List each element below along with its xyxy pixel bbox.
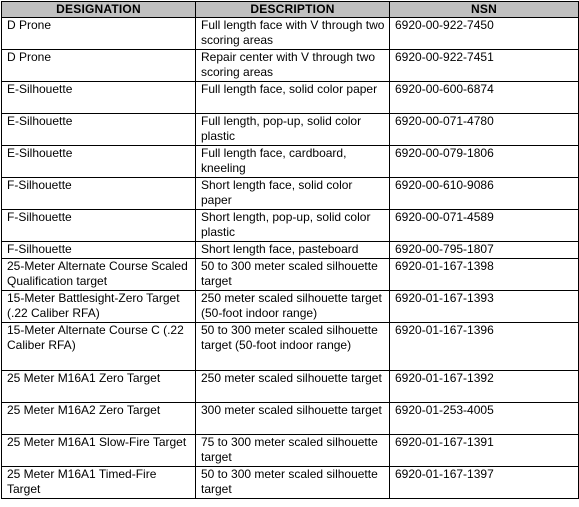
designation-cell: 25 Meter M16A2 Zero Target bbox=[2, 403, 196, 435]
description-cell: 75 to 300 meter scaled silhouette target bbox=[196, 435, 390, 467]
nsn-cell: 6920-00-610-9086 bbox=[390, 178, 579, 210]
targets-nsn-table bbox=[1, 1, 579, 499]
designation-cell: E-Silhouette bbox=[2, 82, 196, 114]
description-cell: Short length face, solid color paper bbox=[196, 178, 390, 210]
designation-cell: F-Silhouette bbox=[2, 178, 196, 210]
description-cell: 50 to 300 meter scaled silhouette target bbox=[196, 467, 390, 499]
designation-cell: D Prone bbox=[2, 50, 196, 82]
table-row bbox=[2, 435, 579, 467]
table-row bbox=[2, 259, 579, 291]
table-row bbox=[2, 403, 579, 435]
designation-cell: D Prone bbox=[2, 18, 196, 50]
table-row bbox=[2, 371, 579, 403]
designation-cell: 25 Meter M16A1 Timed-Fire Target bbox=[2, 467, 196, 499]
description-cell: 50 to 300 meter scaled silhouette target (50-foot indoor range) bbox=[196, 323, 390, 371]
nsn-cell: 6920-01-167-1397 bbox=[390, 467, 579, 499]
table-header-row bbox=[2, 2, 579, 18]
nsn-cell: 6920-01-167-1391 bbox=[390, 435, 579, 467]
table-row bbox=[2, 291, 579, 323]
table-row bbox=[2, 82, 579, 114]
designation-cell: 25 Meter M16A1 Slow-Fire Target bbox=[2, 435, 196, 467]
designation-cell: E-Silhouette bbox=[2, 114, 196, 146]
description-cell: Repair center with V through two scoring areas bbox=[196, 50, 390, 82]
designation-cell: F-Silhouette bbox=[2, 210, 196, 242]
designation-header: DESIGNATION bbox=[2, 2, 196, 18]
description-cell: Full length face, solid color paper bbox=[196, 82, 390, 114]
designation-cell: 15-Meter Battlesight-Zero Target (.22 Caliber RFA) bbox=[2, 291, 196, 323]
nsn-cell: 6920-00-071-4589 bbox=[390, 210, 579, 242]
table-row bbox=[2, 467, 579, 499]
table-row bbox=[2, 50, 579, 82]
description-cell: 250 meter scaled silhouette target bbox=[196, 371, 390, 403]
nsn-cell: 6920-01-253-4005 bbox=[390, 403, 579, 435]
description-header: DESCRIPTION bbox=[196, 2, 390, 18]
designation-cell: 15-Meter Alternate Course C (.22 Caliber RFA) bbox=[2, 323, 196, 371]
designation-cell: E-Silhouette bbox=[2, 146, 196, 178]
nsn-header: NSN bbox=[390, 2, 579, 18]
nsn-cell: 6920-01-167-1398 bbox=[390, 259, 579, 291]
nsn-cell: 6920-00-922-7451 bbox=[390, 50, 579, 82]
table-row bbox=[2, 323, 579, 371]
nsn-cell: 6920-00-600-6874 bbox=[390, 82, 579, 114]
nsn-cell: 6920-00-071-4780 bbox=[390, 114, 579, 146]
description-cell: Short length face, pasteboard bbox=[196, 242, 390, 259]
table-row bbox=[2, 18, 579, 50]
nsn-cell: 6920-01-167-1396 bbox=[390, 323, 579, 371]
table-body bbox=[2, 18, 579, 499]
table-row bbox=[2, 242, 579, 259]
nsn-cell: 6920-00-795-1807 bbox=[390, 242, 579, 259]
table-row bbox=[2, 146, 579, 178]
description-cell: Full length face with V through two scoring areas bbox=[196, 18, 390, 50]
description-cell: Full length face, cardboard, kneeling bbox=[196, 146, 390, 178]
designation-cell: F-Silhouette bbox=[2, 242, 196, 259]
nsn-cell: 6920-00-079-1806 bbox=[390, 146, 579, 178]
nsn-cell: 6920-01-167-1392 bbox=[390, 371, 579, 403]
description-cell: 300 meter scaled silhouette target bbox=[196, 403, 390, 435]
nsn-cell: 6920-00-922-7450 bbox=[390, 18, 579, 50]
nsn-cell: 6920-01-167-1393 bbox=[390, 291, 579, 323]
description-cell: Short length, pop-up, solid color plastic bbox=[196, 210, 390, 242]
designation-cell: 25 Meter M16A1 Zero Target bbox=[2, 371, 196, 403]
description-cell: Full length, pop-up, solid color plastic bbox=[196, 114, 390, 146]
table-row bbox=[2, 178, 579, 210]
description-cell: 50 to 300 meter scaled silhouette target bbox=[196, 259, 390, 291]
designation-cell: 25-Meter Alternate Course Scaled Qualification target bbox=[2, 259, 196, 291]
table-row bbox=[2, 114, 579, 146]
table-row bbox=[2, 210, 579, 242]
description-cell: 250 meter scaled silhouette target (50-foot indoor range) bbox=[196, 291, 390, 323]
